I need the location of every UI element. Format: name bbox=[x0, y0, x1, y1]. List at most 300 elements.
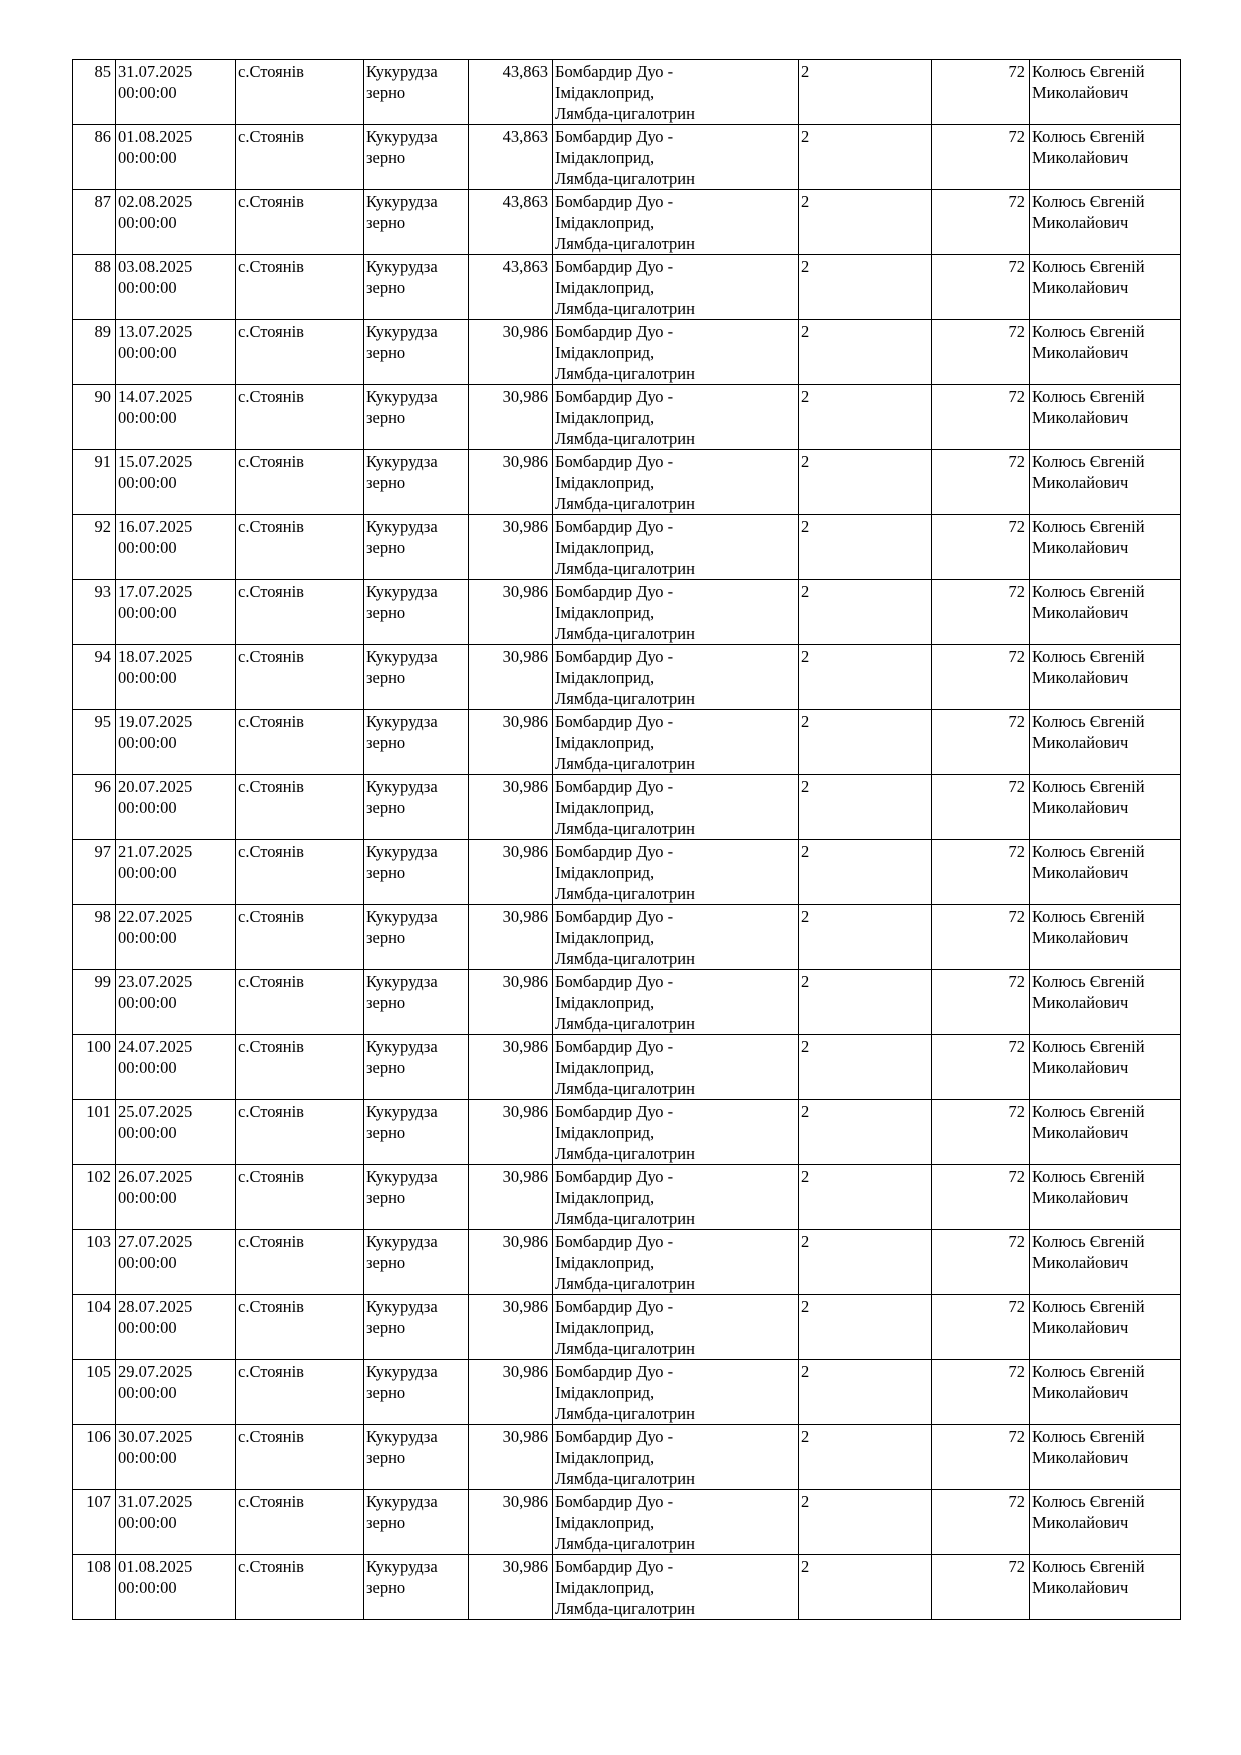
responsible-person-cell bbox=[1030, 710, 1181, 775]
datetime-cell bbox=[116, 320, 236, 385]
records-table bbox=[72, 59, 1181, 1620]
hours-cell: 72 bbox=[932, 775, 1030, 840]
hazard-class-cell: 2 bbox=[799, 60, 932, 125]
cell-line: Бомбардир Дуо - bbox=[555, 1037, 674, 1056]
cell-line: зерно bbox=[366, 928, 406, 947]
area-cell: 30,986 bbox=[469, 1100, 553, 1165]
cell-line: Бомбардир Дуо - bbox=[555, 1297, 674, 1316]
table-row bbox=[73, 320, 1181, 385]
crop-cell bbox=[364, 1165, 469, 1230]
responsible-person-cell bbox=[1030, 125, 1181, 190]
hazard-class-cell: 2 bbox=[799, 1035, 932, 1100]
datetime-cell bbox=[116, 125, 236, 190]
cell-line: Колюсь Євгеній bbox=[1032, 1557, 1145, 1576]
cell-line: Лямбда-цигалотрин bbox=[555, 1469, 695, 1488]
village-cell: с.Стоянів bbox=[236, 1360, 364, 1425]
row-number-cell: 86 bbox=[73, 125, 116, 190]
cell-line: Колюсь Євгеній bbox=[1032, 1102, 1145, 1121]
table-row bbox=[73, 905, 1181, 970]
row-number-cell: 102 bbox=[73, 1165, 116, 1230]
village-cell: с.Стоянів bbox=[236, 125, 364, 190]
cell-line: Бомбардир Дуо - bbox=[555, 647, 674, 666]
table-row bbox=[73, 385, 1181, 450]
cell-line: Кукурудза bbox=[366, 62, 438, 81]
cell-line: Лямбда-цигалотрин bbox=[555, 754, 695, 773]
village-cell: с.Стоянів bbox=[236, 450, 364, 515]
responsible-person-cell bbox=[1030, 1360, 1181, 1425]
cell-line: Колюсь Євгеній bbox=[1032, 582, 1145, 601]
cell-line: Імідаклоприд, bbox=[555, 1253, 655, 1272]
time-text: 00:00:00 bbox=[118, 603, 177, 622]
row-number-cell: 97 bbox=[73, 840, 116, 905]
cell-line: Лямбда-цигалотрин bbox=[555, 1209, 695, 1228]
cell-line: Лямбда-цигалотрин bbox=[555, 949, 695, 968]
cell-line: зерно bbox=[366, 1448, 406, 1467]
datetime-cell bbox=[116, 1035, 236, 1100]
cell-line: Бомбардир Дуо - bbox=[555, 127, 674, 146]
hazard-class-cell: 2 bbox=[799, 320, 932, 385]
cell-line: Миколайович bbox=[1032, 278, 1129, 297]
hazard-class-cell: 2 bbox=[799, 1555, 932, 1620]
cell-line: Миколайович bbox=[1032, 538, 1129, 557]
date-text: 15.07.2025 bbox=[118, 452, 193, 471]
hours-cell: 72 bbox=[932, 1555, 1030, 1620]
cell-line: Миколайович bbox=[1032, 1448, 1129, 1467]
hazard-class-cell: 2 bbox=[799, 1100, 932, 1165]
area-cell: 30,986 bbox=[469, 515, 553, 580]
area-cell: 30,986 bbox=[469, 450, 553, 515]
datetime-cell bbox=[116, 905, 236, 970]
cell-line: Імідаклоприд, bbox=[555, 408, 655, 427]
crop-cell bbox=[364, 840, 469, 905]
product-cell bbox=[553, 515, 799, 580]
product-cell bbox=[553, 645, 799, 710]
village-cell: с.Стоянів bbox=[236, 580, 364, 645]
row-number-cell: 103 bbox=[73, 1230, 116, 1295]
time-text: 00:00:00 bbox=[118, 1383, 177, 1402]
cell-line: Кукурудза bbox=[366, 257, 438, 276]
village-cell: с.Стоянів bbox=[236, 1035, 364, 1100]
cell-line: Бомбардир Дуо - bbox=[555, 842, 674, 861]
hours-cell: 72 bbox=[932, 515, 1030, 580]
date-text: 23.07.2025 bbox=[118, 972, 193, 991]
cell-line: Миколайович bbox=[1032, 83, 1129, 102]
cell-line: Бомбардир Дуо - bbox=[555, 62, 674, 81]
product-cell bbox=[553, 1490, 799, 1555]
responsible-person-cell bbox=[1030, 450, 1181, 515]
row-number-cell: 92 bbox=[73, 515, 116, 580]
hours-cell: 72 bbox=[932, 255, 1030, 320]
product-cell bbox=[553, 1035, 799, 1100]
table-row bbox=[73, 1490, 1181, 1555]
hazard-class-cell: 2 bbox=[799, 1165, 932, 1230]
area-cell: 30,986 bbox=[469, 645, 553, 710]
row-number-cell: 105 bbox=[73, 1360, 116, 1425]
crop-cell bbox=[364, 1555, 469, 1620]
cell-line: Миколайович bbox=[1032, 1058, 1129, 1077]
cell-line: Лямбда-цигалотрин bbox=[555, 104, 695, 123]
cell-line: Бомбардир Дуо - bbox=[555, 1232, 674, 1251]
datetime-cell bbox=[116, 840, 236, 905]
cell-line: Кукурудза bbox=[366, 1102, 438, 1121]
crop-cell bbox=[364, 970, 469, 1035]
cell-line: Лямбда-цигалотрин bbox=[555, 1144, 695, 1163]
cell-line: Імідаклоприд, bbox=[555, 863, 655, 882]
datetime-cell bbox=[116, 1555, 236, 1620]
row-number-cell: 87 bbox=[73, 190, 116, 255]
table-row bbox=[73, 580, 1181, 645]
responsible-person-cell bbox=[1030, 1555, 1181, 1620]
cell-line: Імідаклоприд, bbox=[555, 1318, 655, 1337]
date-text: 01.08.2025 bbox=[118, 127, 193, 146]
cell-line: Імідаклоприд, bbox=[555, 733, 655, 752]
cell-line: Імідаклоприд, bbox=[555, 1058, 655, 1077]
cell-line: Колюсь Євгеній bbox=[1032, 972, 1145, 991]
cell-line: Миколайович bbox=[1032, 1123, 1129, 1142]
cell-line: Кукурудза bbox=[366, 1492, 438, 1511]
responsible-person-cell bbox=[1030, 905, 1181, 970]
date-text: 31.07.2025 bbox=[118, 62, 193, 81]
row-number-cell: 107 bbox=[73, 1490, 116, 1555]
product-cell bbox=[553, 775, 799, 840]
product-cell bbox=[553, 255, 799, 320]
cell-line: Бомбардир Дуо - bbox=[555, 257, 674, 276]
date-text: 17.07.2025 bbox=[118, 582, 193, 601]
table-row bbox=[73, 125, 1181, 190]
time-text: 00:00:00 bbox=[118, 1448, 177, 1467]
hours-cell: 72 bbox=[932, 1165, 1030, 1230]
date-text: 30.07.2025 bbox=[118, 1427, 193, 1446]
date-text: 16.07.2025 bbox=[118, 517, 193, 536]
cell-line: Кукурудза bbox=[366, 1297, 438, 1316]
cell-line: Колюсь Євгеній bbox=[1032, 1232, 1145, 1251]
datetime-cell bbox=[116, 450, 236, 515]
village-cell: с.Стоянів bbox=[236, 1230, 364, 1295]
hours-cell: 72 bbox=[932, 385, 1030, 450]
time-text: 00:00:00 bbox=[118, 473, 177, 492]
cell-line: Миколайович bbox=[1032, 993, 1129, 1012]
cell-line: зерно bbox=[366, 148, 406, 167]
cell-line: Лямбда-цигалотрин bbox=[555, 1534, 695, 1553]
village-cell: с.Стоянів bbox=[236, 775, 364, 840]
row-number-cell: 89 bbox=[73, 320, 116, 385]
village-cell: с.Стоянів bbox=[236, 645, 364, 710]
cell-line: Миколайович bbox=[1032, 1253, 1129, 1272]
cell-line: Бомбардир Дуо - bbox=[555, 387, 674, 406]
cell-line: Бомбардир Дуо - bbox=[555, 517, 674, 536]
cell-line: Імідаклоприд, bbox=[555, 1513, 655, 1532]
cell-line: Колюсь Євгеній bbox=[1032, 322, 1145, 341]
crop-cell bbox=[364, 320, 469, 385]
cell-line: Миколайович bbox=[1032, 1188, 1129, 1207]
hazard-class-cell: 2 bbox=[799, 190, 932, 255]
area-cell: 43,863 bbox=[469, 255, 553, 320]
cell-line: Кукурудза bbox=[366, 1167, 438, 1186]
hazard-class-cell: 2 bbox=[799, 1295, 932, 1360]
cell-line: Кукурудза bbox=[366, 387, 438, 406]
cell-line: Кукурудза bbox=[366, 322, 438, 341]
datetime-cell bbox=[116, 515, 236, 580]
cell-line: Лямбда-цигалотрин bbox=[555, 169, 695, 188]
area-cell: 30,986 bbox=[469, 580, 553, 645]
row-number-cell: 104 bbox=[73, 1295, 116, 1360]
product-cell bbox=[553, 710, 799, 775]
area-cell: 43,863 bbox=[469, 190, 553, 255]
datetime-cell bbox=[116, 645, 236, 710]
area-cell: 30,986 bbox=[469, 1490, 553, 1555]
area-cell: 30,986 bbox=[469, 1555, 553, 1620]
cell-line: Колюсь Євгеній bbox=[1032, 1167, 1145, 1186]
cell-line: Лямбда-цигалотрин bbox=[555, 1599, 695, 1618]
table-row bbox=[73, 1555, 1181, 1620]
cell-line: Імідаклоприд, bbox=[555, 213, 655, 232]
crop-cell bbox=[364, 60, 469, 125]
row-number-cell: 94 bbox=[73, 645, 116, 710]
date-text: 26.07.2025 bbox=[118, 1167, 193, 1186]
cell-line: Імідаклоприд, bbox=[555, 1383, 655, 1402]
time-text: 00:00:00 bbox=[118, 733, 177, 752]
cell-line: Миколайович bbox=[1032, 603, 1129, 622]
cell-line: Колюсь Євгеній bbox=[1032, 387, 1145, 406]
time-text: 00:00:00 bbox=[118, 1058, 177, 1077]
cell-line: зерно bbox=[366, 538, 406, 557]
datetime-cell bbox=[116, 1425, 236, 1490]
table-row bbox=[73, 1100, 1181, 1165]
village-cell: с.Стоянів bbox=[236, 60, 364, 125]
cell-line: Імідаклоприд, bbox=[555, 1578, 655, 1597]
cell-line: зерно bbox=[366, 1253, 406, 1272]
hours-cell: 72 bbox=[932, 710, 1030, 775]
row-number-cell: 91 bbox=[73, 450, 116, 515]
table-row bbox=[73, 1295, 1181, 1360]
datetime-cell bbox=[116, 1490, 236, 1555]
hazard-class-cell: 2 bbox=[799, 1425, 932, 1490]
cell-line: Лямбда-цигалотрин bbox=[555, 559, 695, 578]
cell-line: Миколайович bbox=[1032, 213, 1129, 232]
cell-line: Миколайович bbox=[1032, 1513, 1129, 1532]
cell-line: зерно bbox=[366, 798, 406, 817]
cell-line: зерно bbox=[366, 993, 406, 1012]
cell-line: Колюсь Євгеній bbox=[1032, 1037, 1145, 1056]
row-number-cell: 108 bbox=[73, 1555, 116, 1620]
product-cell bbox=[553, 1295, 799, 1360]
cell-line: зерно bbox=[366, 668, 406, 687]
date-text: 02.08.2025 bbox=[118, 192, 193, 211]
product-cell bbox=[553, 1100, 799, 1165]
responsible-person-cell bbox=[1030, 515, 1181, 580]
hazard-class-cell: 2 bbox=[799, 1490, 932, 1555]
cell-line: Імідаклоприд, bbox=[555, 278, 655, 297]
responsible-person-cell bbox=[1030, 60, 1181, 125]
table-row bbox=[73, 515, 1181, 580]
cell-line: Кукурудза bbox=[366, 777, 438, 796]
hazard-class-cell: 2 bbox=[799, 775, 932, 840]
cell-line: Колюсь Євгеній bbox=[1032, 1362, 1145, 1381]
datetime-cell bbox=[116, 1100, 236, 1165]
village-cell: с.Стоянів bbox=[236, 190, 364, 255]
cell-line: Кукурудза bbox=[366, 582, 438, 601]
product-cell bbox=[553, 970, 799, 1035]
cell-line: Колюсь Євгеній bbox=[1032, 1427, 1145, 1446]
cell-line: Миколайович bbox=[1032, 148, 1129, 167]
crop-cell bbox=[364, 710, 469, 775]
cell-line: Лямбда-цигалотрин bbox=[555, 819, 695, 838]
cell-line: Імідаклоприд, bbox=[555, 993, 655, 1012]
cell-line: Колюсь Євгеній bbox=[1032, 257, 1145, 276]
cell-line: Лямбда-цигалотрин bbox=[555, 884, 695, 903]
cell-line: Колюсь Євгеній bbox=[1032, 127, 1145, 146]
hours-cell: 72 bbox=[932, 320, 1030, 385]
cell-line: зерно bbox=[366, 733, 406, 752]
cell-line: Імідаклоприд, bbox=[555, 148, 655, 167]
cell-line: Миколайович bbox=[1032, 798, 1129, 817]
cell-line: Колюсь Євгеній bbox=[1032, 1297, 1145, 1316]
table-row bbox=[73, 1165, 1181, 1230]
cell-line: Імідаклоприд, bbox=[555, 538, 655, 557]
hours-cell: 72 bbox=[932, 1100, 1030, 1165]
cell-line: Лямбда-цигалотрин bbox=[555, 624, 695, 643]
time-text: 00:00:00 bbox=[118, 993, 177, 1012]
hours-cell: 72 bbox=[932, 970, 1030, 1035]
cell-line: зерно bbox=[366, 213, 406, 232]
hours-cell: 72 bbox=[932, 1295, 1030, 1360]
cell-line: зерно bbox=[366, 1578, 406, 1597]
cell-line: Імідаклоприд, bbox=[555, 343, 655, 362]
hours-cell: 72 bbox=[932, 580, 1030, 645]
table-row bbox=[73, 1035, 1181, 1100]
cell-line: Миколайович bbox=[1032, 928, 1129, 947]
product-cell bbox=[553, 905, 799, 970]
cell-line: Лямбда-цигалотрин bbox=[555, 689, 695, 708]
village-cell: с.Стоянів bbox=[236, 1165, 364, 1230]
crop-cell bbox=[364, 190, 469, 255]
village-cell: с.Стоянів bbox=[236, 1555, 364, 1620]
village-cell: с.Стоянів bbox=[236, 255, 364, 320]
time-text: 00:00:00 bbox=[118, 863, 177, 882]
row-number-cell: 101 bbox=[73, 1100, 116, 1165]
crop-cell bbox=[364, 580, 469, 645]
cell-line: Бомбардир Дуо - bbox=[555, 1427, 674, 1446]
date-text: 27.07.2025 bbox=[118, 1232, 193, 1251]
cell-line: Кукурудза bbox=[366, 1557, 438, 1576]
village-cell: с.Стоянів bbox=[236, 385, 364, 450]
date-text: 28.07.2025 bbox=[118, 1297, 193, 1316]
date-text: 01.08.2025 bbox=[118, 1557, 193, 1576]
datetime-cell bbox=[116, 1360, 236, 1425]
cell-line: Бомбардир Дуо - bbox=[555, 1362, 674, 1381]
crop-cell bbox=[364, 255, 469, 320]
responsible-person-cell bbox=[1030, 1230, 1181, 1295]
cell-line: Колюсь Євгеній bbox=[1032, 907, 1145, 926]
time-text: 00:00:00 bbox=[118, 798, 177, 817]
crop-cell bbox=[364, 905, 469, 970]
cell-line: Миколайович bbox=[1032, 473, 1129, 492]
responsible-person-cell bbox=[1030, 1425, 1181, 1490]
date-text: 25.07.2025 bbox=[118, 1102, 193, 1121]
row-number-cell: 93 bbox=[73, 580, 116, 645]
responsible-person-cell bbox=[1030, 1100, 1181, 1165]
cell-line: зерно bbox=[366, 1058, 406, 1077]
datetime-cell bbox=[116, 1230, 236, 1295]
area-cell: 30,986 bbox=[469, 1165, 553, 1230]
date-text: 19.07.2025 bbox=[118, 712, 193, 731]
datetime-cell bbox=[116, 1165, 236, 1230]
product-cell bbox=[553, 125, 799, 190]
cell-line: Лямбда-цигалотрин bbox=[555, 1274, 695, 1293]
date-text: 20.07.2025 bbox=[118, 777, 193, 796]
cell-line: Лямбда-цигалотрин bbox=[555, 299, 695, 318]
cell-line: Лямбда-цигалотрин bbox=[555, 1339, 695, 1358]
cell-line: Миколайович bbox=[1032, 863, 1129, 882]
date-text: 14.07.2025 bbox=[118, 387, 193, 406]
responsible-person-cell bbox=[1030, 320, 1181, 385]
hours-cell: 72 bbox=[932, 1035, 1030, 1100]
cell-line: Колюсь Євгеній bbox=[1032, 1492, 1145, 1511]
time-text: 00:00:00 bbox=[118, 1253, 177, 1272]
cell-line: Миколайович bbox=[1032, 1318, 1129, 1337]
cell-line: Бомбардир Дуо - bbox=[555, 322, 674, 341]
datetime-cell bbox=[116, 580, 236, 645]
table-row bbox=[73, 255, 1181, 320]
hazard-class-cell: 2 bbox=[799, 840, 932, 905]
datetime-cell bbox=[116, 1295, 236, 1360]
cell-line: Імідаклоприд, bbox=[555, 668, 655, 687]
cell-line: Кукурудза bbox=[366, 907, 438, 926]
time-text: 00:00:00 bbox=[118, 278, 177, 297]
cell-line: Колюсь Євгеній bbox=[1032, 712, 1145, 731]
cell-line: Кукурудза bbox=[366, 1362, 438, 1381]
time-text: 00:00:00 bbox=[118, 1513, 177, 1532]
datetime-cell bbox=[116, 970, 236, 1035]
table-row bbox=[73, 450, 1181, 515]
date-text: 18.07.2025 bbox=[118, 647, 193, 666]
cell-line: Кукурудза bbox=[366, 647, 438, 666]
crop-cell bbox=[364, 1100, 469, 1165]
row-number-cell: 85 bbox=[73, 60, 116, 125]
cell-line: зерно bbox=[366, 1188, 406, 1207]
village-cell: с.Стоянів bbox=[236, 320, 364, 385]
table-row bbox=[73, 645, 1181, 710]
hazard-class-cell: 2 bbox=[799, 1230, 932, 1295]
crop-cell bbox=[364, 645, 469, 710]
cell-line: зерно bbox=[366, 343, 406, 362]
crop-cell bbox=[364, 1490, 469, 1555]
area-cell: 30,986 bbox=[469, 1295, 553, 1360]
cell-line: Імідаклоприд, bbox=[555, 1188, 655, 1207]
time-text: 00:00:00 bbox=[118, 668, 177, 687]
date-text: 13.07.2025 bbox=[118, 322, 193, 341]
crop-cell bbox=[364, 1035, 469, 1100]
cell-line: Бомбардир Дуо - bbox=[555, 1492, 674, 1511]
area-cell: 30,986 bbox=[469, 905, 553, 970]
time-text: 00:00:00 bbox=[118, 408, 177, 427]
village-cell: с.Стоянів bbox=[236, 1295, 364, 1360]
table-row bbox=[73, 1360, 1181, 1425]
cell-line: Миколайович bbox=[1032, 1383, 1129, 1402]
cell-line: Імідаклоприд, bbox=[555, 603, 655, 622]
responsible-person-cell bbox=[1030, 970, 1181, 1035]
datetime-cell bbox=[116, 710, 236, 775]
hazard-class-cell: 2 bbox=[799, 385, 932, 450]
time-text: 00:00:00 bbox=[118, 213, 177, 232]
cell-line: Кукурудза bbox=[366, 972, 438, 991]
table-body bbox=[73, 60, 1181, 1620]
responsible-person-cell bbox=[1030, 385, 1181, 450]
area-cell: 30,986 bbox=[469, 710, 553, 775]
product-cell bbox=[553, 840, 799, 905]
area-cell: 30,986 bbox=[469, 840, 553, 905]
cell-line: Колюсь Євгеній bbox=[1032, 192, 1145, 211]
